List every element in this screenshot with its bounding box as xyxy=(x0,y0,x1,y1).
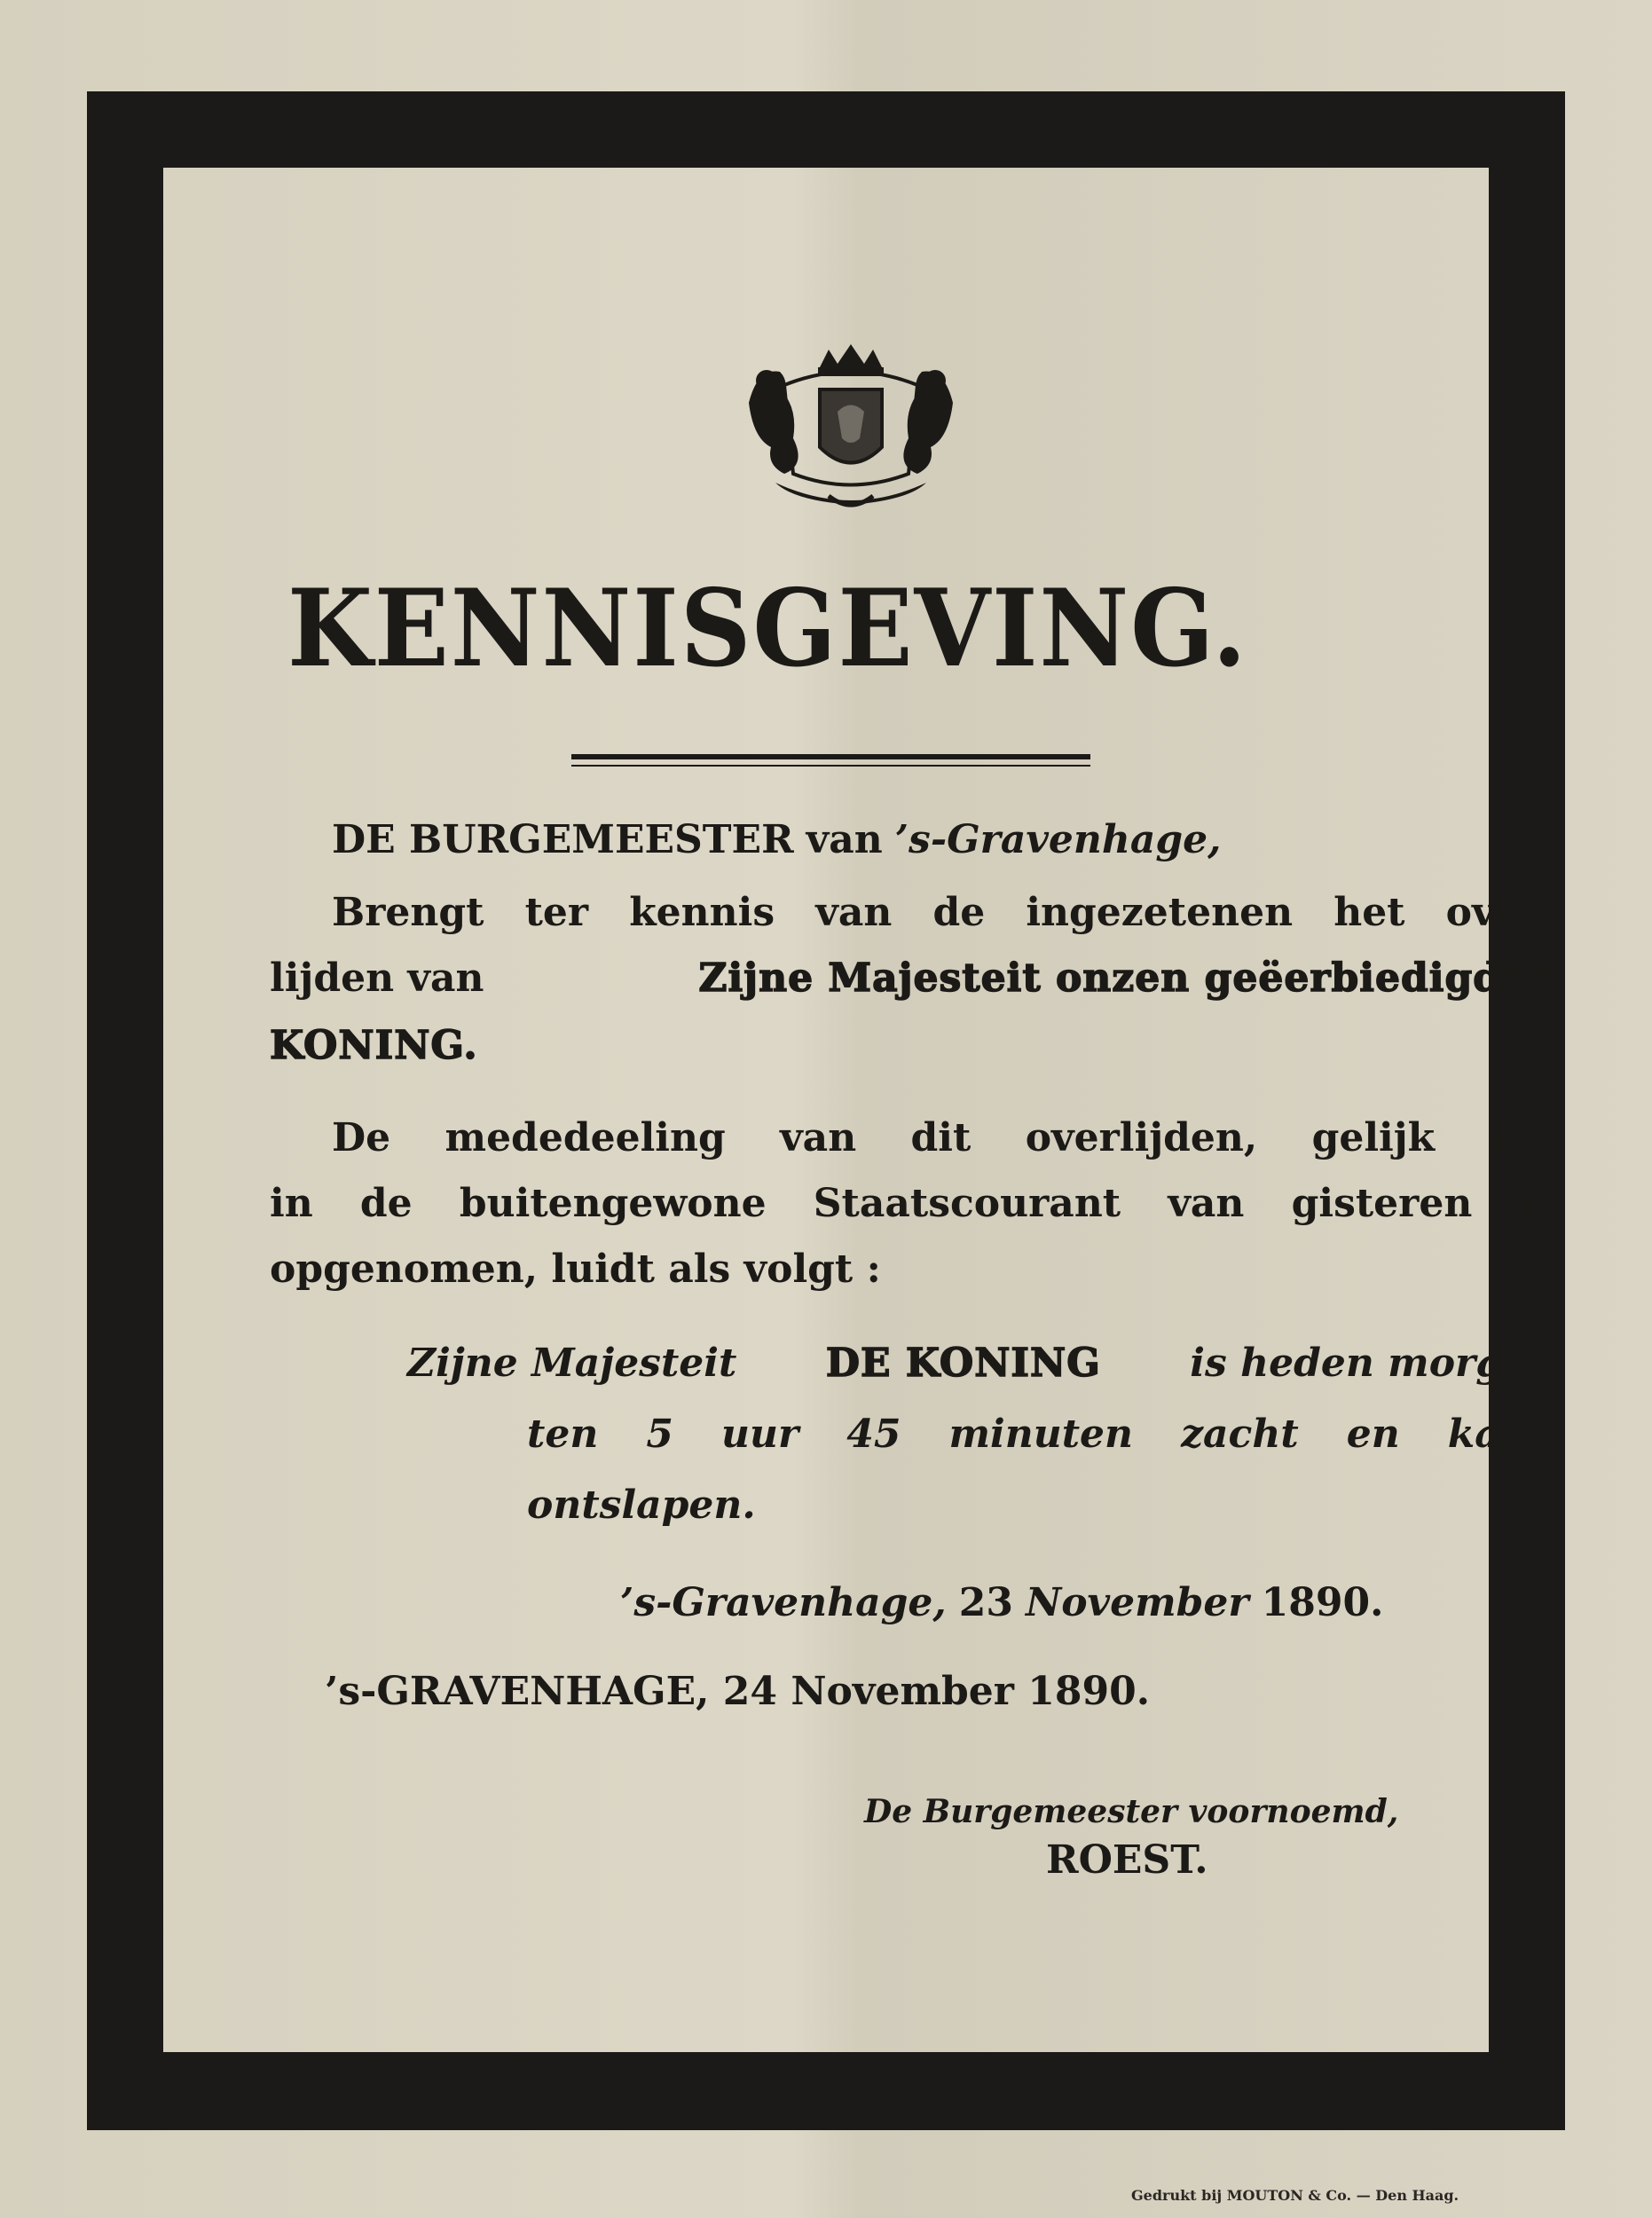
mourning-border-top xyxy=(87,91,1565,168)
mourning-border-left xyxy=(87,91,163,2130)
mourning-border-bottom xyxy=(87,2052,1565,2130)
address-van: van xyxy=(806,817,883,862)
quote-line-1 xyxy=(407,1339,1556,1388)
coat-of-arms-icon xyxy=(731,341,971,518)
printer-imprint: Gedrukt bij MOUTON & Co. — Den Haag. xyxy=(1131,2187,1459,2204)
quote-majesty: Zijne Majesteit xyxy=(407,1341,737,1386)
quote-line-3: ontslapen. xyxy=(527,1483,756,1528)
signature-name: ROEST. xyxy=(1046,1837,1208,1883)
paragraph-2-line-2: in de buitengewone Staatscourant van gisteren is xyxy=(270,1181,1556,1226)
p1-line2-a: lijden van xyxy=(270,956,484,1001)
notice-date: ’s-GRAVENHAGE, 24 November 1890. xyxy=(325,1669,1151,1714)
paragraph-1-line-2 xyxy=(270,954,1556,1003)
quote-line-2: ten 5 uur 45 minuten zacht en kalm xyxy=(527,1412,1556,1457)
paragraph-1-line-1: Brengt ter kennis van de ingezetenen het over- xyxy=(332,890,1556,935)
quote-date-year: 1890. xyxy=(1261,1580,1384,1625)
title-rule-thick xyxy=(571,754,1090,759)
notice-content xyxy=(163,168,1556,2052)
quote-date-city: ’s-Gravenhage, xyxy=(620,1580,947,1625)
signature-title: De Burgemeester voornoemd, xyxy=(864,1793,1399,1830)
address-line xyxy=(332,815,1221,865)
p1-line2-majesty: Zijne Majesteit onzen geëerbiedigden xyxy=(698,956,1556,1001)
quote-date-day: 23 xyxy=(958,1580,1013,1625)
paragraph-1-line-3: KONING. xyxy=(270,1023,478,1068)
address-city: ’s-Gravenhage, xyxy=(894,817,1222,862)
address-name: DE BURGEMEESTER xyxy=(332,817,794,862)
mourning-border-right xyxy=(1489,91,1565,2130)
notice-title: KENNISGEVING. xyxy=(287,566,1248,691)
title-rule-thin xyxy=(571,765,1090,767)
quote-koning: DE KONING xyxy=(825,1341,1101,1386)
paragraph-2-line-3: opgenomen, luidt als volgt : xyxy=(270,1247,881,1292)
quote-heden: is heden morgen xyxy=(1190,1341,1556,1386)
paragraph-2-line-1: De mededeeling van dit overlijden, gelijk die xyxy=(332,1115,1556,1160)
quote-date-month: November xyxy=(1025,1580,1249,1625)
quote-date xyxy=(620,1578,1383,1628)
